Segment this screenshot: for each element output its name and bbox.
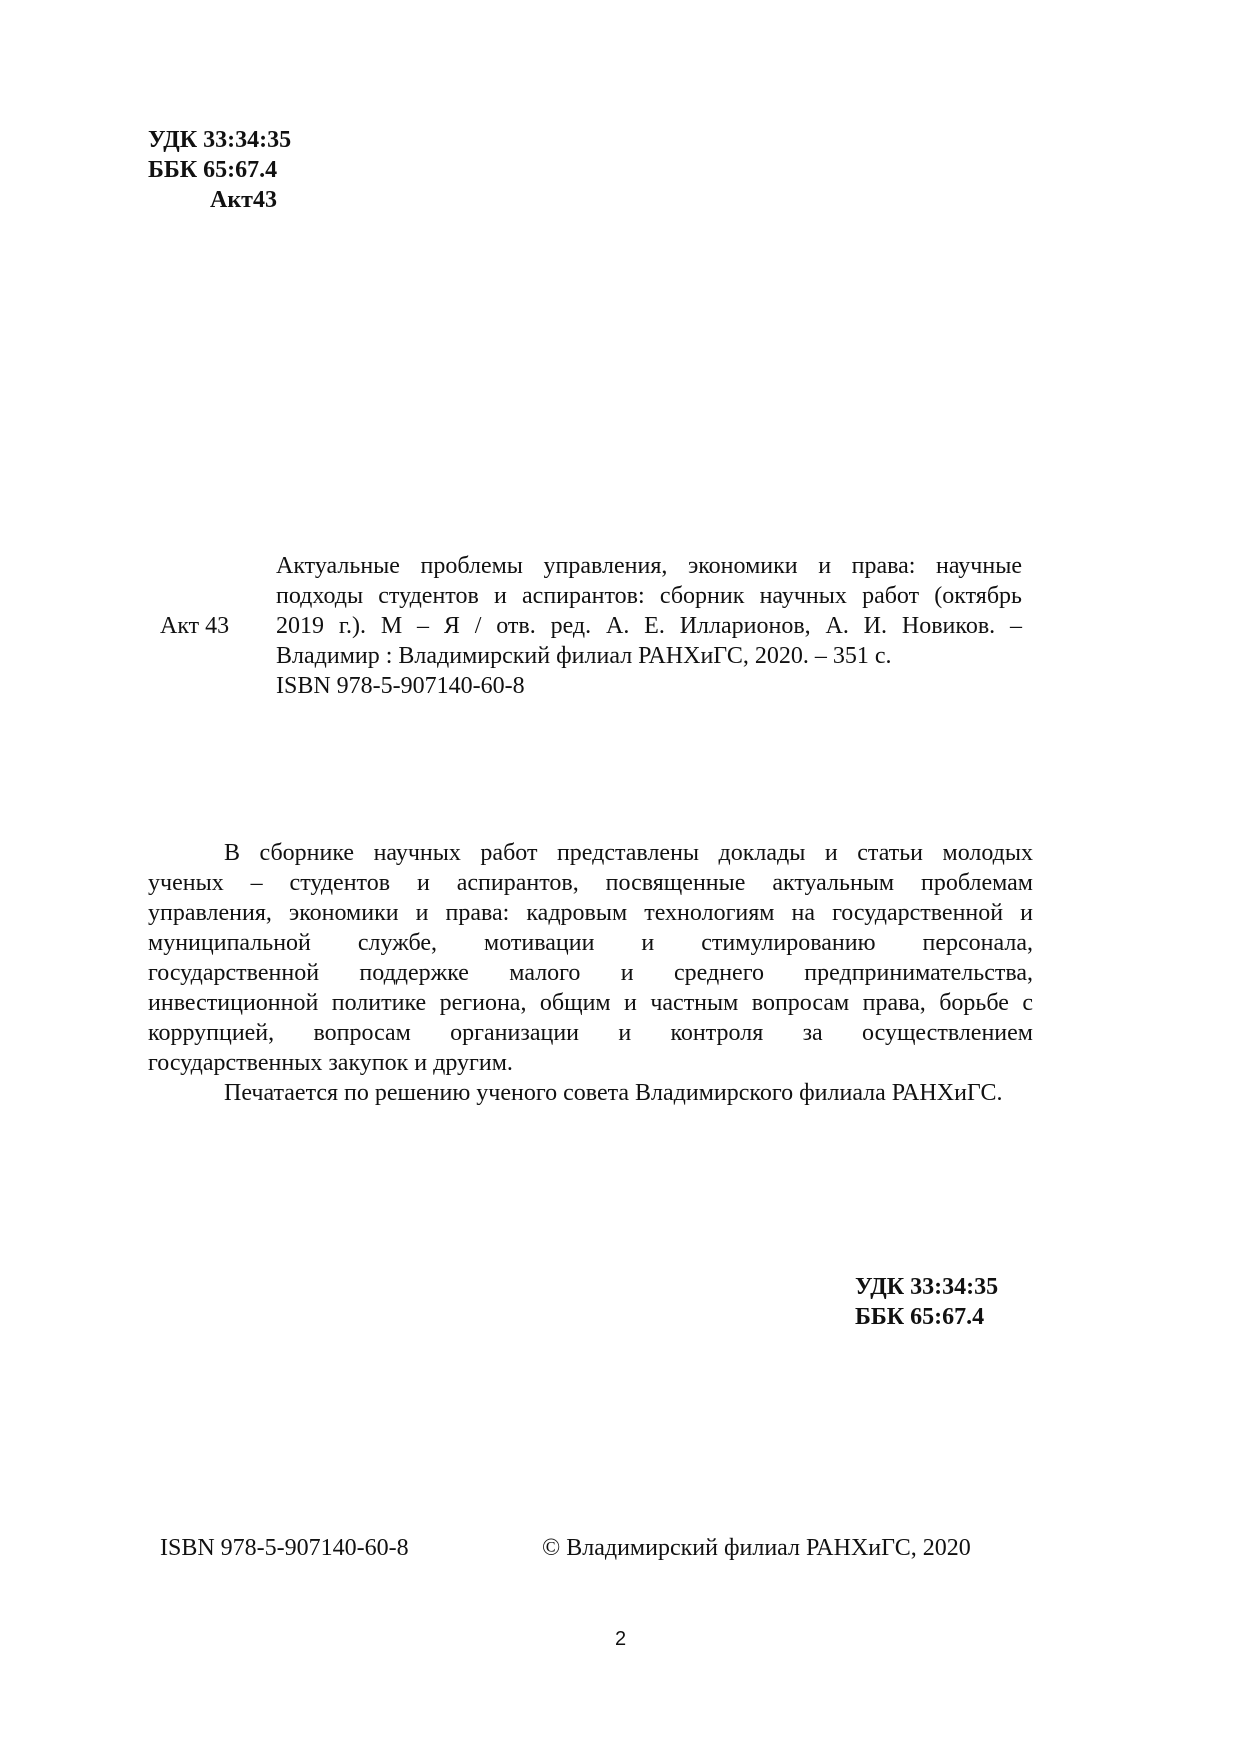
abstract-line: государственных закупок и другим.	[148, 1050, 513, 1076]
bbk-code-bottom: ББК 65:67.4	[855, 1304, 985, 1330]
bibliographic-line: подходы студентов и аспирантов: сборник научных работ (октябрь	[276, 583, 1022, 609]
udk-code: УДК 33:34:35	[148, 127, 292, 153]
abstract-line: государственной поддержке малого и среднего предпринимательства,	[148, 960, 1033, 986]
isbn: ISBN 978-5-907140-60-8	[160, 1535, 409, 1561]
udk-code-bottom: УДК 33:34:35	[855, 1274, 999, 1300]
page-number: 2	[614, 1628, 627, 1650]
copyright: © Владимирский филиал РАНХиГС, 2020	[542, 1535, 971, 1561]
bibliographic-line: 2019 г.). М – Я / отв. ред. А. Е. Илларионов, А. И. Новиков. –	[276, 613, 1022, 639]
abstract-line: коррупцией, вопросам организации и контроля за осуществлением	[148, 1020, 1033, 1046]
print-note: Печатается по решению ученого совета Владимирского филиала РАНХиГС.	[224, 1080, 1003, 1106]
abstract-line: управления, экономики и права: кадровым технологиям на государственной и	[148, 900, 1033, 926]
bbk-code: ББК 65:67.4	[148, 157, 278, 183]
bibliographic-line: Актуальные проблемы управления, экономики и права: научные	[276, 553, 1022, 579]
bibliographic-record	[276, 551, 1022, 701]
bibliographic-code: Акт 43	[160, 613, 230, 639]
abstract-line: В сборнике научных работ представлены доклады и статьи молодых	[224, 840, 1033, 866]
author-mark: Акт43	[210, 187, 277, 213]
bibliographic-line: Владимир : Владимирский филиал РАНХиГС, 2020. – 351 с.	[276, 643, 892, 669]
abstract	[148, 838, 1033, 1108]
classification-codes-bottom	[855, 1272, 998, 1332]
abstract-line: инвестиционной политике региона, общим и частным вопросам права, борьбе с	[148, 990, 1033, 1016]
abstract-line: муниципальной службе, мотивации и стимулированию персонала,	[148, 930, 1033, 956]
bibliographic-isbn: ISBN 978-5-907140-60-8	[276, 673, 525, 699]
abstract-line: ученых – студентов и аспирантов, посвященные актуальным проблемам	[148, 870, 1033, 896]
classification-codes-top	[148, 125, 291, 215]
